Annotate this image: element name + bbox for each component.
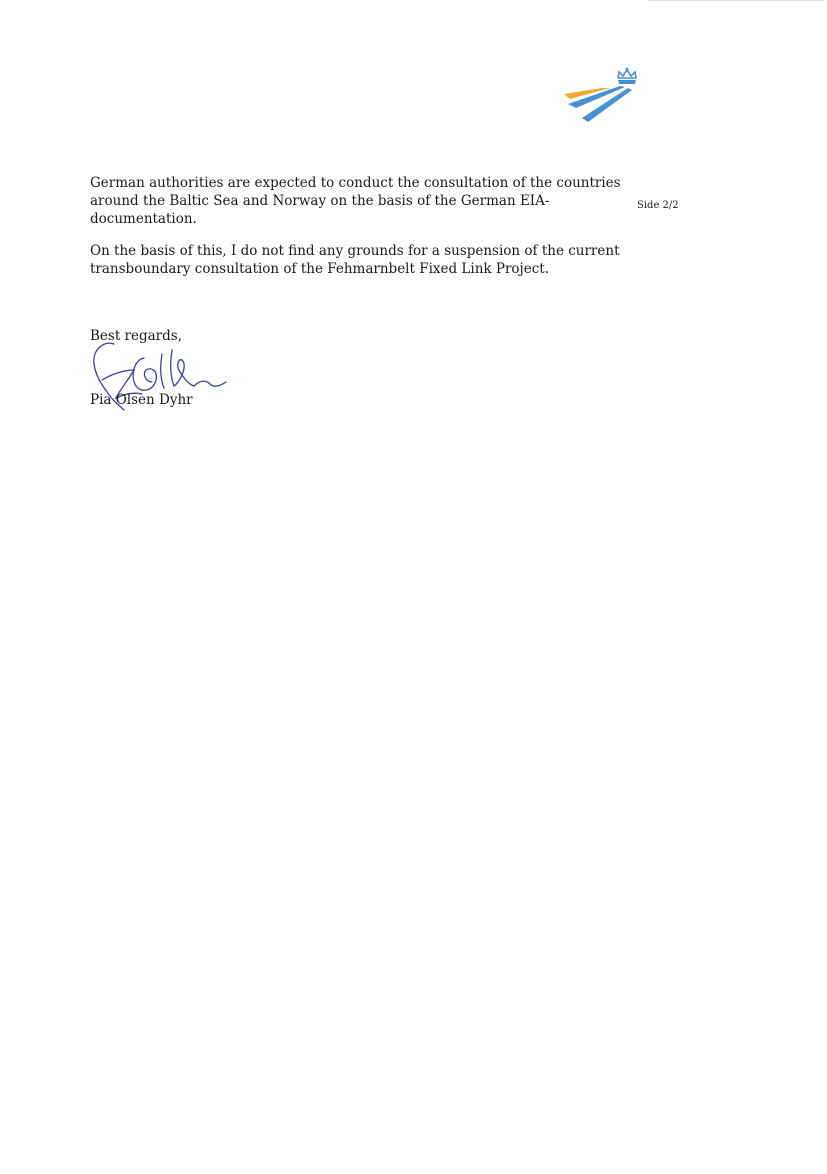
letter-body bbox=[90, 174, 621, 292]
closing-salutation: Best regards, bbox=[90, 328, 183, 344]
paragraph-line: around the Baltic Sea and Norway on the basis of the German EIA- bbox=[90, 193, 550, 209]
crown-icon bbox=[618, 68, 636, 84]
top-edge-mark bbox=[648, 0, 824, 1]
signer-name: Pia Olsen Dyhr bbox=[90, 392, 193, 408]
ministry-crown-roads-logo-icon bbox=[558, 64, 650, 126]
paragraph-consultation bbox=[90, 174, 621, 228]
paragraph-line: German authorities are expected to conduct the consultation of the countries bbox=[90, 175, 621, 191]
paragraph-line: documentation. bbox=[90, 211, 197, 227]
page-number: Side 2/2 bbox=[637, 200, 679, 211]
paragraph-conclusion bbox=[90, 242, 620, 278]
paragraph-line: On the basis of this, I do not find any grounds for a suspension of the current bbox=[90, 243, 620, 259]
paragraph-line: transboundary consultation of the Fehmarnbelt Fixed Link Project. bbox=[90, 261, 549, 277]
